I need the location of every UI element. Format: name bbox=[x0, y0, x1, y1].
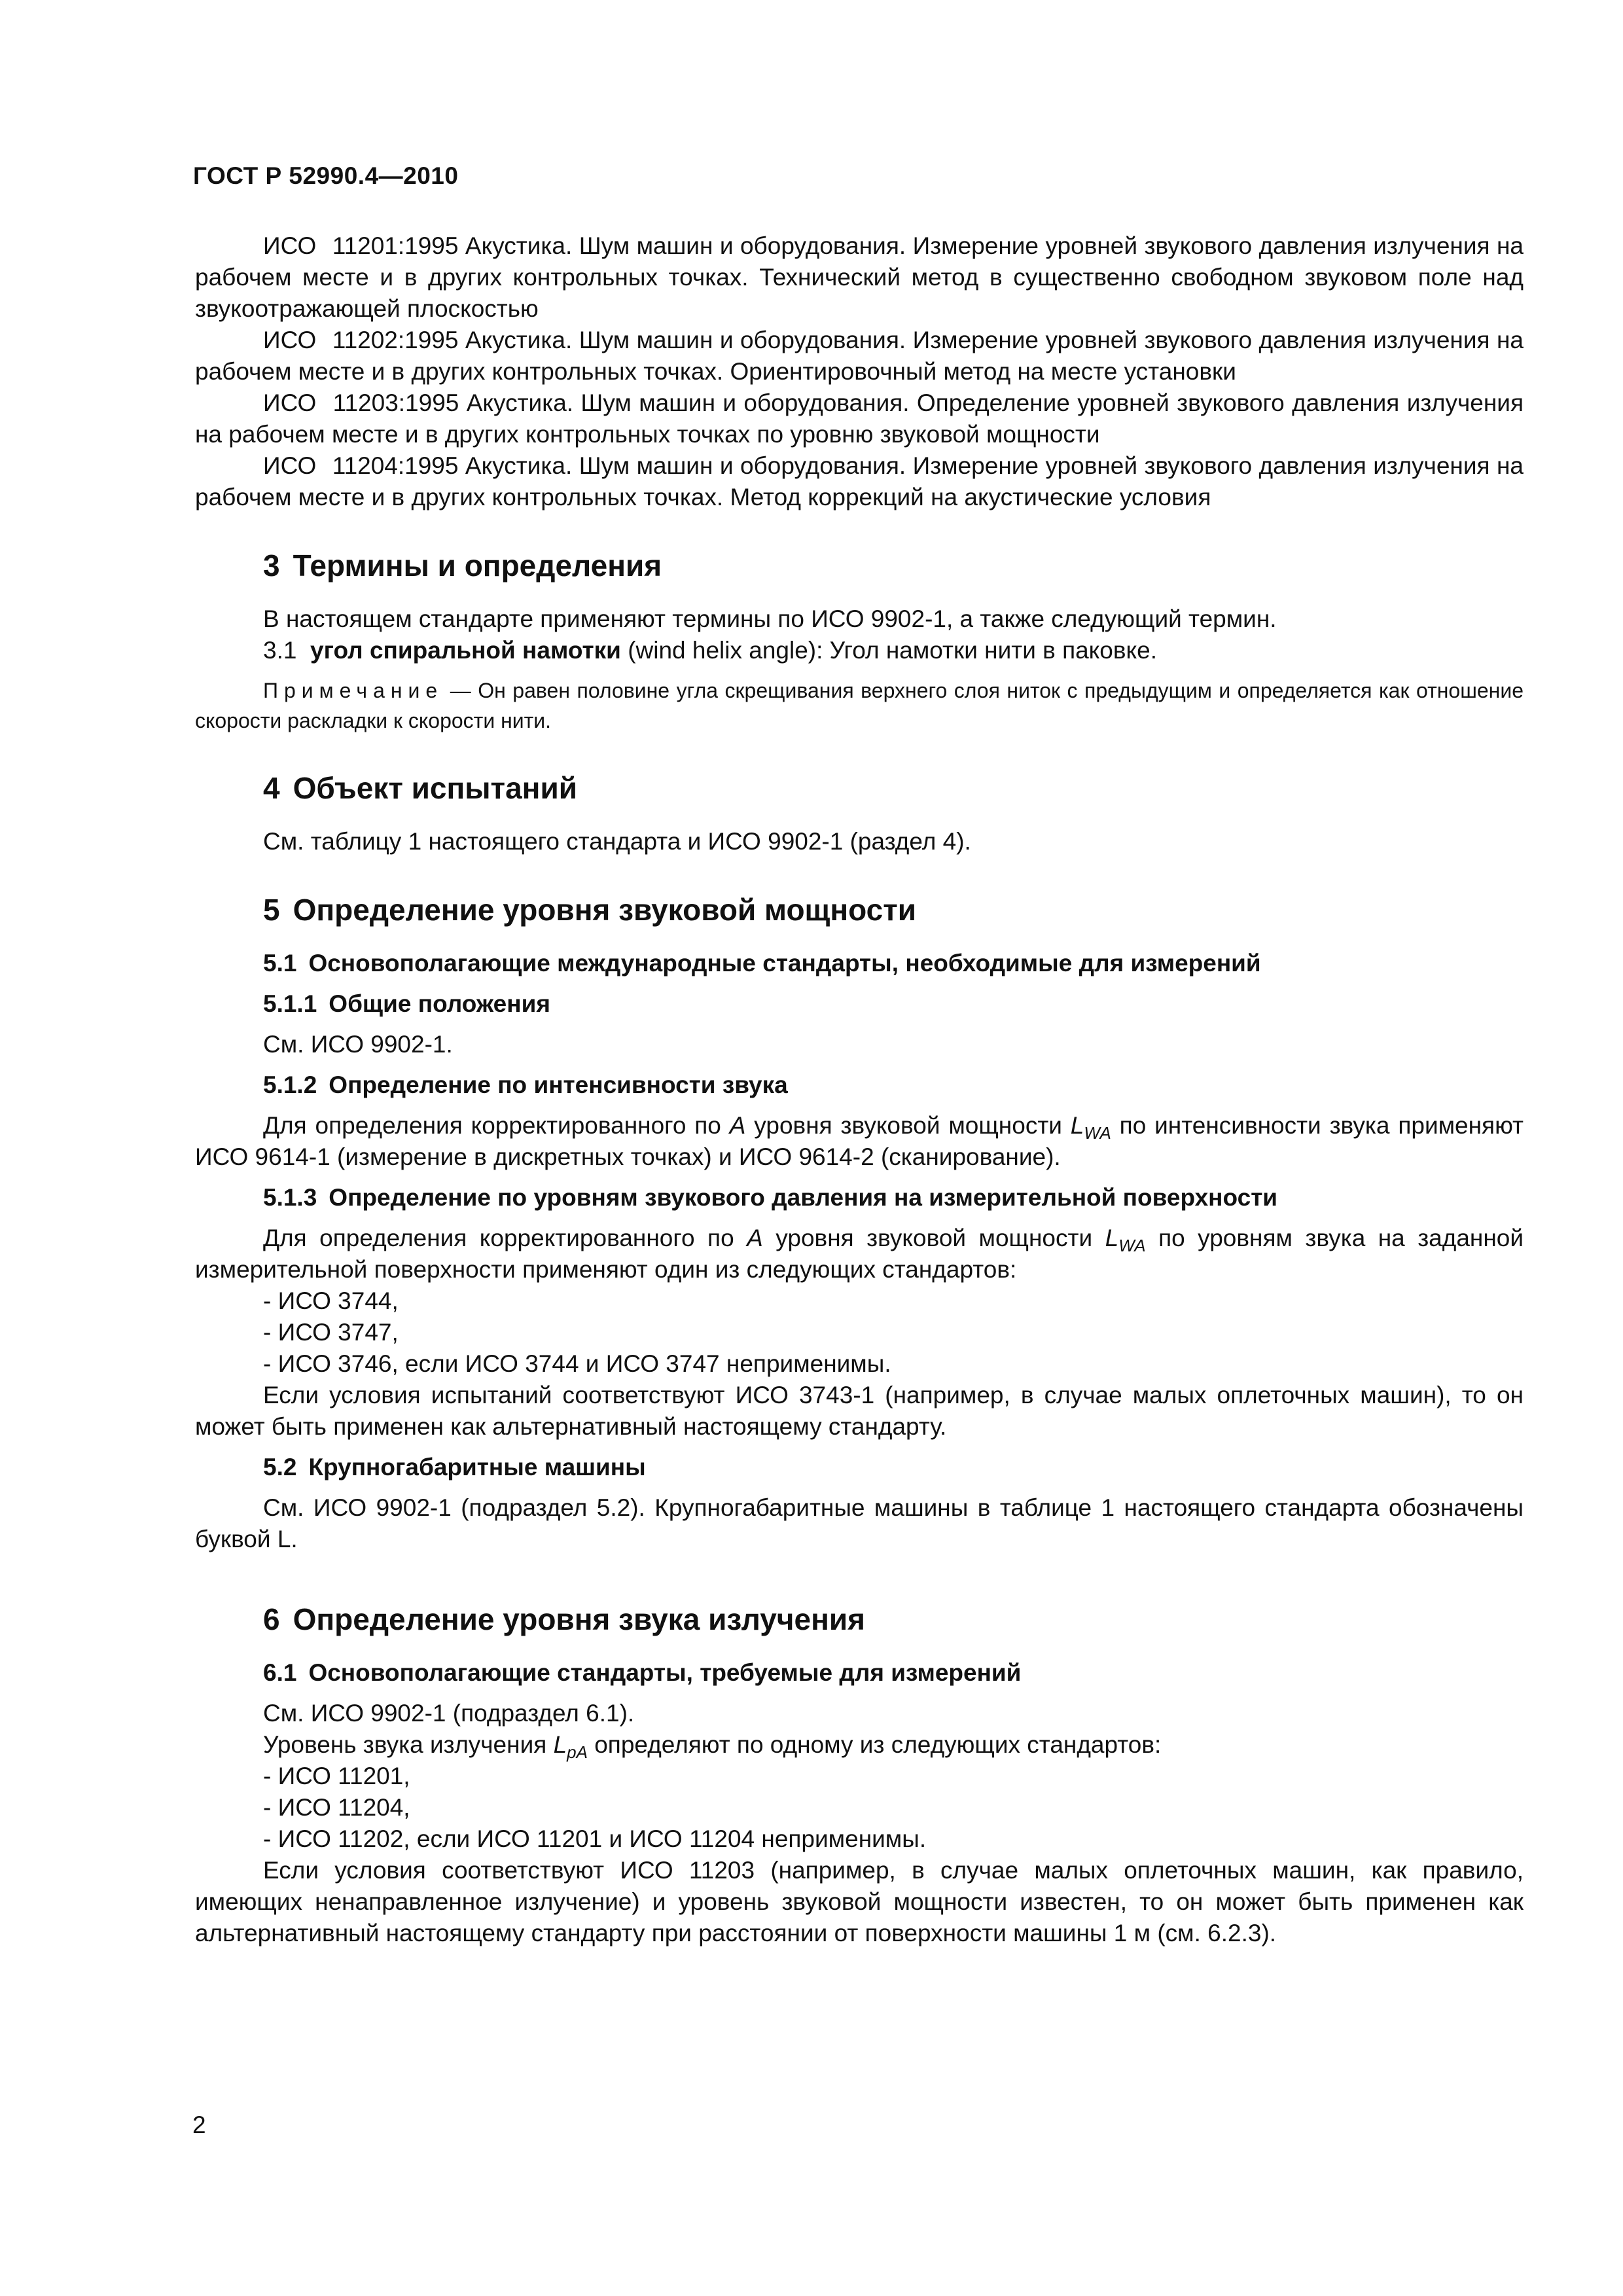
note-label: Примечание bbox=[263, 679, 444, 702]
reference-item bbox=[195, 325, 1524, 387]
subsection-6-1-heading: 6.1 Основополагающие стандарты, требуемые для измерений bbox=[263, 1659, 1022, 1686]
section-5-heading: 5 Определение уровня звуковой мощности bbox=[263, 893, 917, 927]
reference-code: ИСО 11203:1995 bbox=[263, 389, 459, 416]
reference-code: ИСО 11201:1995 bbox=[263, 232, 459, 259]
term-definition: 3.1 угол спиральной намотки (wind helix angle): Угол намотки нити в паковке. bbox=[263, 637, 1157, 664]
list-item: - ИСО 3746, если ИСО 3744 и ИСО 3747 неприменимы. bbox=[263, 1350, 891, 1377]
note-text: — Он равен половине угла скрещивания верхнего слоя ниток с предыдущим и определяется как отношение скорости раскладки к скорости нити. bbox=[195, 679, 1524, 732]
document-id-header: ГОСТ Р 52990.4—2010 bbox=[193, 162, 459, 189]
reference-text: Акустика. Шум машин и оборудования. Измерение уровней звукового давления излучения на рабочем месте и в других контрольных точках. Метод коррекций на акустические условия bbox=[195, 452, 1524, 511]
reference-text: Акустика. Шум машин и оборудования. Измерение уровней звукового давления излучения на рабочем месте и в других контрольных точках. Ориентировочный метод на месте установки bbox=[195, 327, 1524, 385]
list-item: - ИСО 3747, bbox=[263, 1319, 399, 1346]
subsection-5-2-text: См. ИСО 9902-1 (подраздел 5.2). Крупногабаритные машины в таблице 1 настоящего стандарта обозначены буквой L. bbox=[195, 1494, 1524, 1552]
term-note bbox=[195, 675, 1524, 736]
reference-text: Акустика. Шум машин и оборудования. Определение уровней звукового давления излучения на рабочем месте и в других контрольных точках по уровню звуковой мощности bbox=[195, 389, 1524, 448]
reference-code: ИСО 11202:1995 bbox=[263, 327, 459, 353]
subsection-5-1-1-text: См. ИСО 9902-1. bbox=[263, 1031, 453, 1058]
subsection-5-1-3-heading: 5.1.3 Определение по уровням звукового давления на измерительной поверхности bbox=[263, 1184, 1278, 1211]
term-definition-text: (wind helix angle): Угол намотки нити в паковке. bbox=[628, 637, 1157, 664]
list-item: - ИСО 3744, bbox=[263, 1287, 399, 1314]
page-number: 2 bbox=[192, 2111, 206, 2138]
document-body bbox=[195, 230, 1524, 1949]
subsection-6-1-text: См. ИСО 9902-1 (подраздел 6.1). bbox=[263, 1700, 635, 1727]
reference-item bbox=[195, 387, 1524, 450]
subsection-5-1-3-alternative: Если условия испытаний соответствуют ИСО 3743-1 (например, в случае малых оплеточных машин), то он может быть применен как альтернативный настоящему стандарту. bbox=[195, 1382, 1524, 1440]
subsection-5-1-1-heading: 5.1.1 Общие положения bbox=[263, 990, 550, 1017]
list-item: - ИСО 11202, если ИСО 11201 и ИСО 11204 неприменимы. bbox=[263, 1825, 927, 1852]
section-4-heading: 4 Объект испытаний bbox=[263, 771, 578, 805]
term-name: угол спиральной намотки bbox=[310, 637, 621, 664]
subsection-5-1-3-text: Для определения корректированного по A уровня звуковой мощности $L_{WA}$ по уровням звука на заданной измерительной поверхности применяют один из следующих стандартов: bbox=[195, 1225, 1524, 1283]
subsection-5-2-heading: 5.2 Крупногабаритные машины bbox=[263, 1454, 646, 1480]
list-item: - ИСО 11201, bbox=[263, 1763, 410, 1789]
section-3-intro: В настоящем стандарте применяют термины по ИСО 9902-1, а также следующий термин. bbox=[263, 605, 1277, 632]
section-3-heading: 3 Термины и определения bbox=[263, 548, 662, 583]
reference-code: ИСО 11204:1995 bbox=[263, 452, 459, 479]
reference-item bbox=[195, 450, 1524, 513]
section-6-heading: 6 Определение уровня звука излучения bbox=[263, 1602, 865, 1636]
subsection-6-1-level-text: Уровень звука излучения $L_{pA}$ определяют по одному из следующих стандартов: bbox=[263, 1731, 1162, 1762]
normative-references bbox=[195, 230, 1524, 513]
subsection-6-1-alternative: Если условия соответствуют ИСО 11203 (например, в случае малых оплеточных машин, как правило, имеющих ненаправленное излучение) и уровень звуковой мощности известен, то он может быть применен как альтернативный настоящему стандарту при расстоянии от поверхности машины 1 м (см. 6.2.3). bbox=[195, 1857, 1524, 1946]
subsection-5-1-heading: 5.1 Основополагающие международные стандарты, необходимые для измерений bbox=[263, 950, 1261, 977]
reference-item bbox=[195, 230, 1524, 325]
reference-text: Акустика. Шум машин и оборудования. Измерение уровней звукового давления излучения на рабочем месте и в других контрольных точках. Технический метод в существенно свободном звуковом поле над звукоотражающей плоскостью bbox=[195, 232, 1524, 322]
list-item: - ИСО 11204, bbox=[263, 1794, 410, 1821]
subsection-5-1-2-heading: 5.1.2 Определение по интенсивности звука bbox=[263, 1071, 788, 1098]
section-4-text: См. таблицу 1 настоящего стандарта и ИСО 9902-1 (раздел 4). bbox=[263, 828, 971, 855]
subsection-5-1-2-text: Для определения корректированного по A уровня звуковой мощности $L_{WA}$ по интенсивности звука применяют ИСО 9614-1 (измерение в дискретных точках) и ИСО 9614-2 (сканирование). bbox=[195, 1112, 1524, 1170]
